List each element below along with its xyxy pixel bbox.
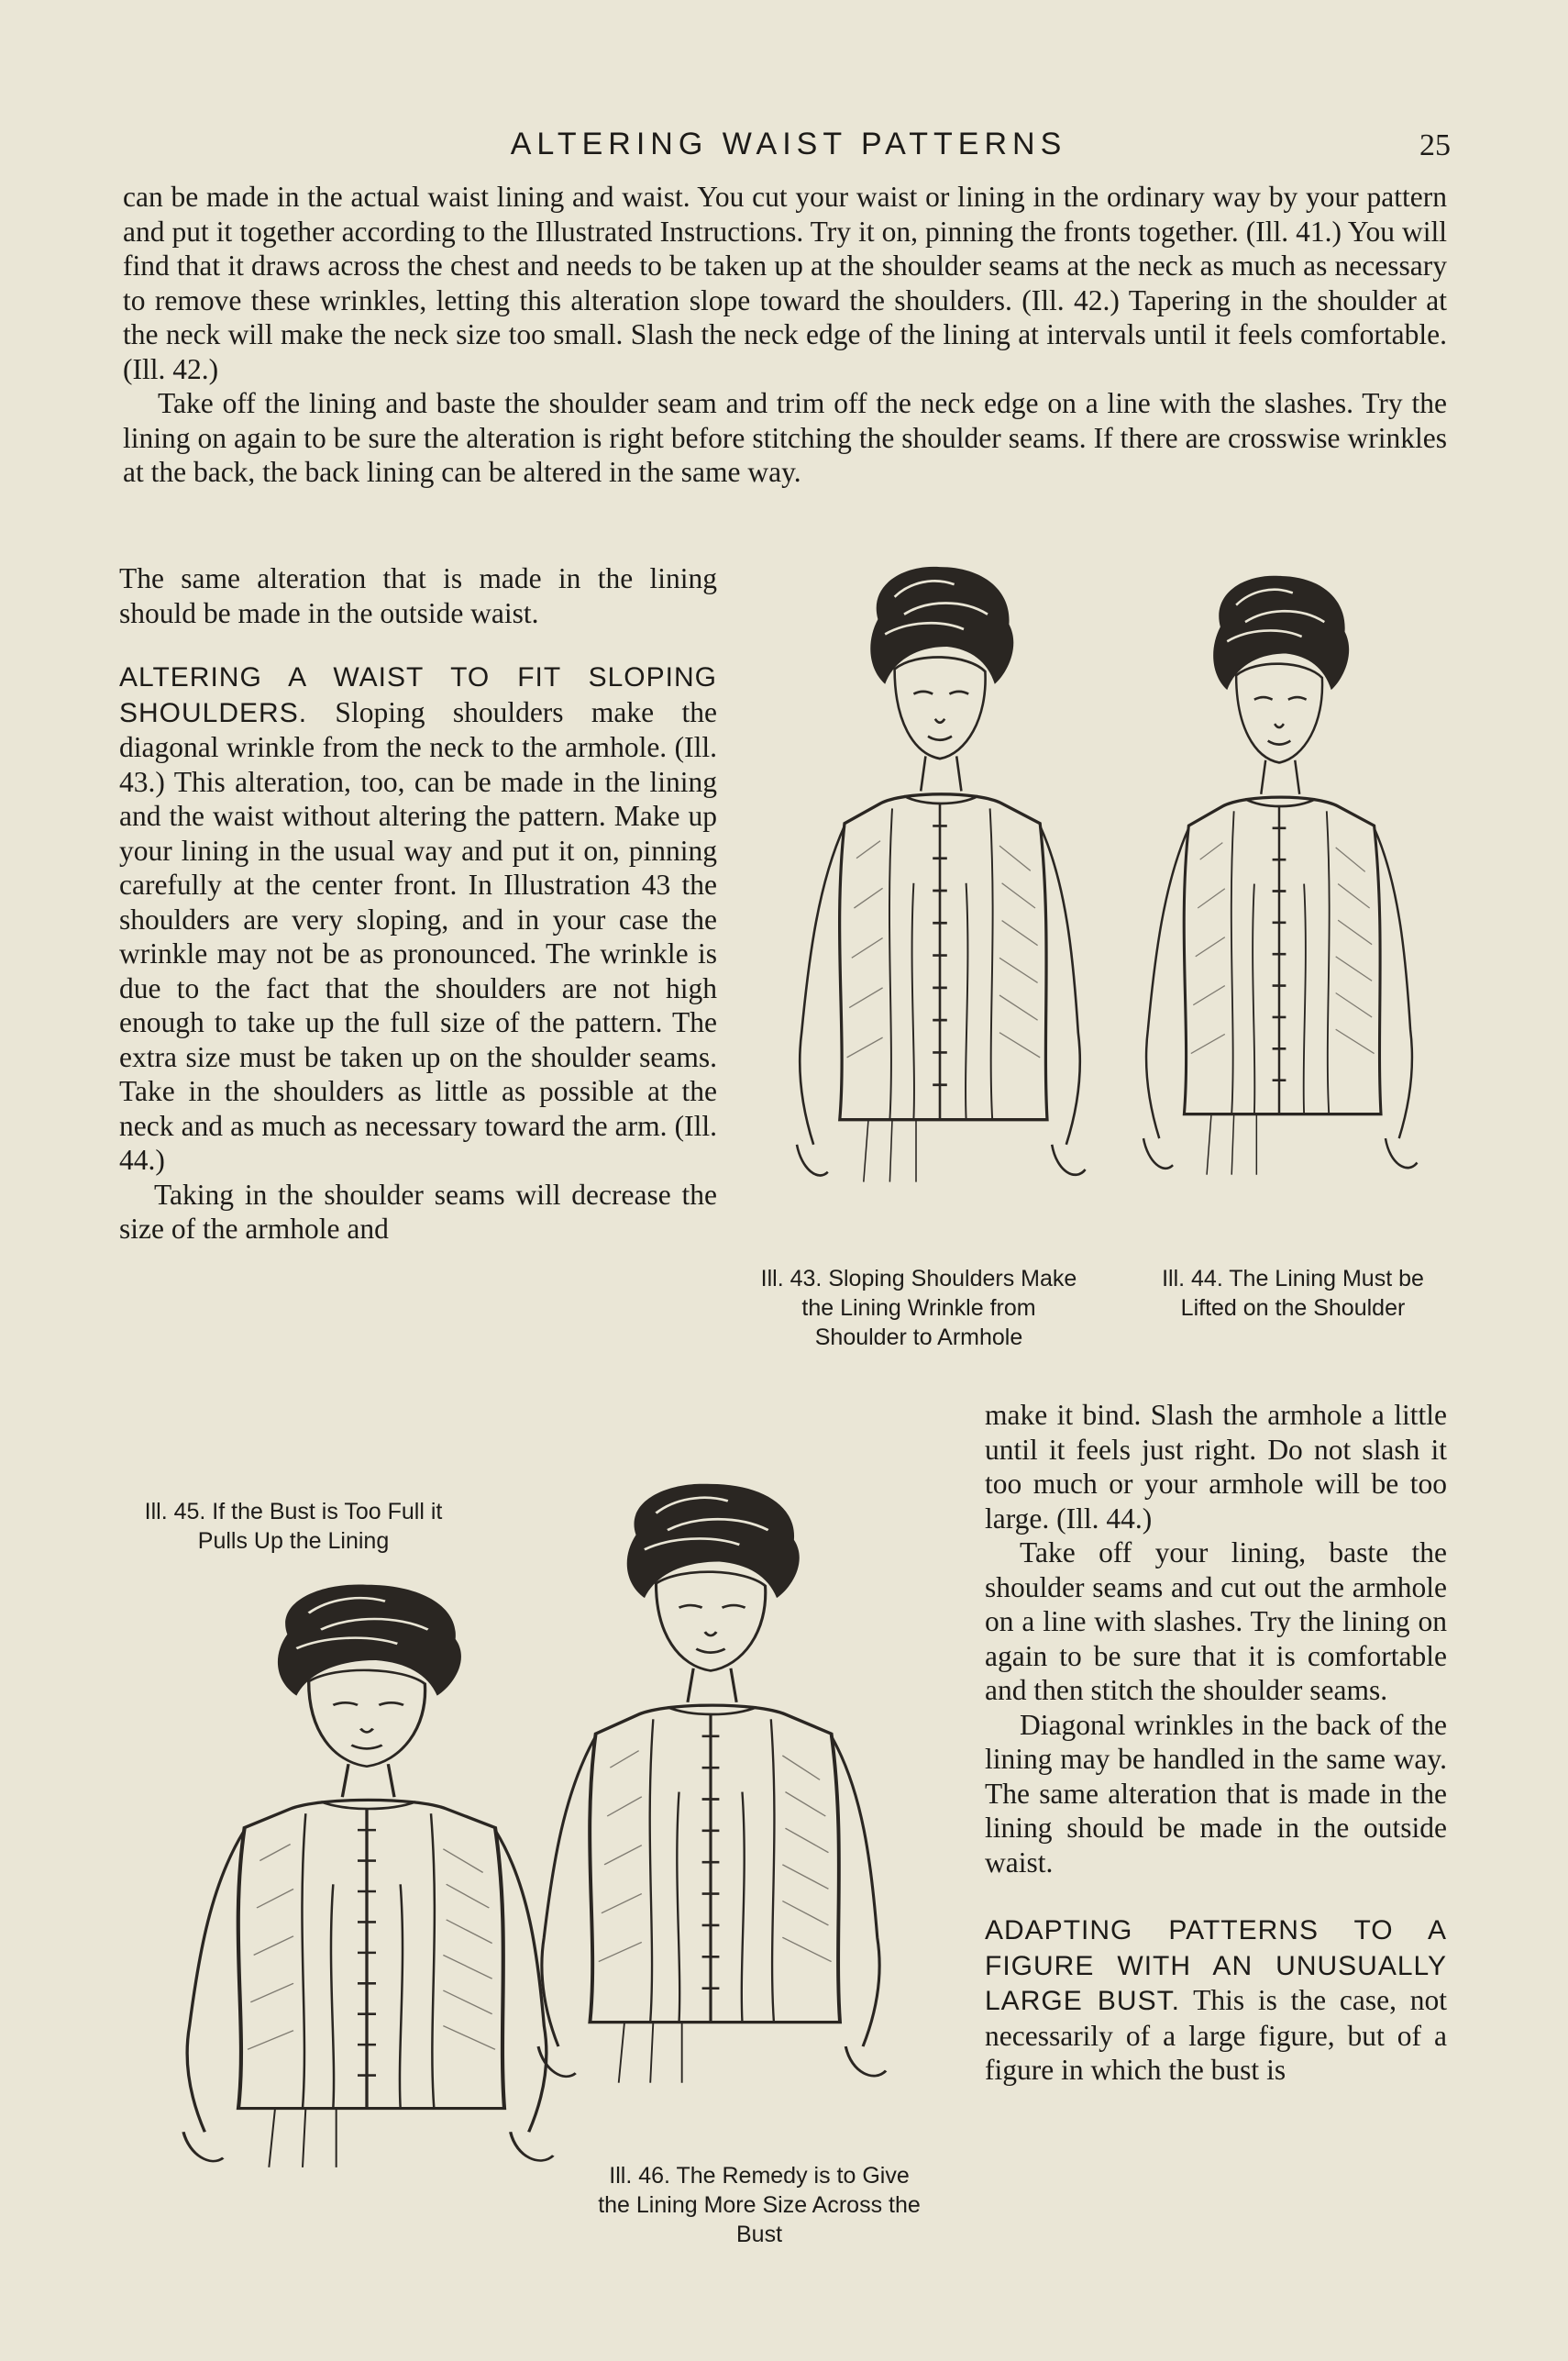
section-heading-large-bust: ADAPTING PATTERNS TO A FIGURE WITH AN UNUSUALLY LARGE BUST.: [985, 1915, 1447, 2016]
paragraph-continued: The same alteration that is made in the lining should be made in the outside waist.: [119, 562, 717, 629]
illustration-43: [761, 560, 1119, 1257]
right-column: [985, 1398, 1447, 2088]
left-column-upper: [119, 561, 717, 1247]
illustration-46: [495, 1477, 926, 2156]
paragraph-large-bust: [985, 1912, 1447, 2088]
paragraph-baste-shoulder: Take off your lining, baste the shoulder seams and cut out the armhole on a line with slashes. Try the lining on again to be sure that it is comfortable and then stitch the shoulder seams.: [985, 1536, 1447, 1706]
section-body-sloping-shoulders: Sloping shoulders make the diagonal wrinkle from the neck to the armhole. (Ill. 43.) This alteration, too, can be made in the lining and the waist without altering the pattern. Make up your lining in the usual way and put it on, pinning carefully at the center front. In Illustration 43 the shoulders are very sloping, and in your case the wrinkle may not be as pronounced. The wrinkle is due to the fact that the shoulders are not high enough to take up the full size of the pattern. The extra size must be taken up on the shoulder seams. Take in the shoulders as little as possible at the neck and as much as necessary toward the arm. (Ill. 44.): [119, 695, 717, 1176]
section-body-large-bust: This is the case, not necessarily of a large figure, but of a figure in which the bust is: [985, 1984, 1448, 2086]
paragraph-armhole: make it bind. Slash the armhole a little until it feels just right. Do not slash it too much or your armhole will be too large. (Ill. 44.): [985, 1399, 1447, 1535]
caption-ill-45: Ill. 45. If the Bust is Too Full it Pulls Up the Lining: [144, 1499, 443, 1554]
paragraph-sloping-shoulders: [119, 660, 717, 1178]
caption-ill-43: Ill. 43. Sloping Shoulders Make the Lining Wrinkle from Shoulder to Armhole: [760, 1266, 1077, 1350]
paragraph-take-off-lining: Take off the lining and baste the shoulder seam and trim off the neck edge on a line with the slashes. Try the lining on again to be sure the alteration is right before stitching the shoulder seams. If there are crosswise wrinkles at the back, the back lining can be altered in the same way.: [123, 387, 1447, 488]
paragraph-diagonal-wrinkles: Diagonal wrinkles in the back of the lining may be handled in the same way. The same alteration that is made in the lining should be made in the outside waist.: [985, 1708, 1447, 1879]
illustration-44: [1110, 569, 1449, 1247]
caption-ill-46: Ill. 46. The Remedy is to Give the Lining More Size Across the Bust: [598, 2163, 921, 2247]
paragraph-taking-in: Taking in the shoulder seams will decrease the size of the armhole and: [119, 1178, 717, 1245]
section-heading-sloping-shoulders: ALTERING A WAIST TO FIT SLOPING SHOULDERS.: [119, 662, 717, 728]
running-head: ALTERING WAIST PATTERNS: [510, 127, 1067, 161]
caption-ill-44: Ill. 44. The Lining Must be Lifted on the Shoulder: [1162, 1266, 1424, 1321]
page-number: 25: [1419, 128, 1451, 162]
paragraph-intro: can be made in the actual waist lining and waist. You cut your waist or lining in the ordinary way by your pattern and put it together according to the Illustrated Instructions. Try it on, pinning the fronts together. (Ill. 41.) You will find that it draws across the chest and needs to be taken up at the shoulder seams at the neck as much as necessary to remove these wrinkles, letting this alteration slope toward the shoulders. (Ill. 42.) Tapering in the shoulder at the neck will make the neck size too small. Slash the neck edge of the lining at intervals until it feels comfortable. (Ill. 42.): [123, 181, 1447, 385]
top-text-block: [123, 180, 1447, 490]
